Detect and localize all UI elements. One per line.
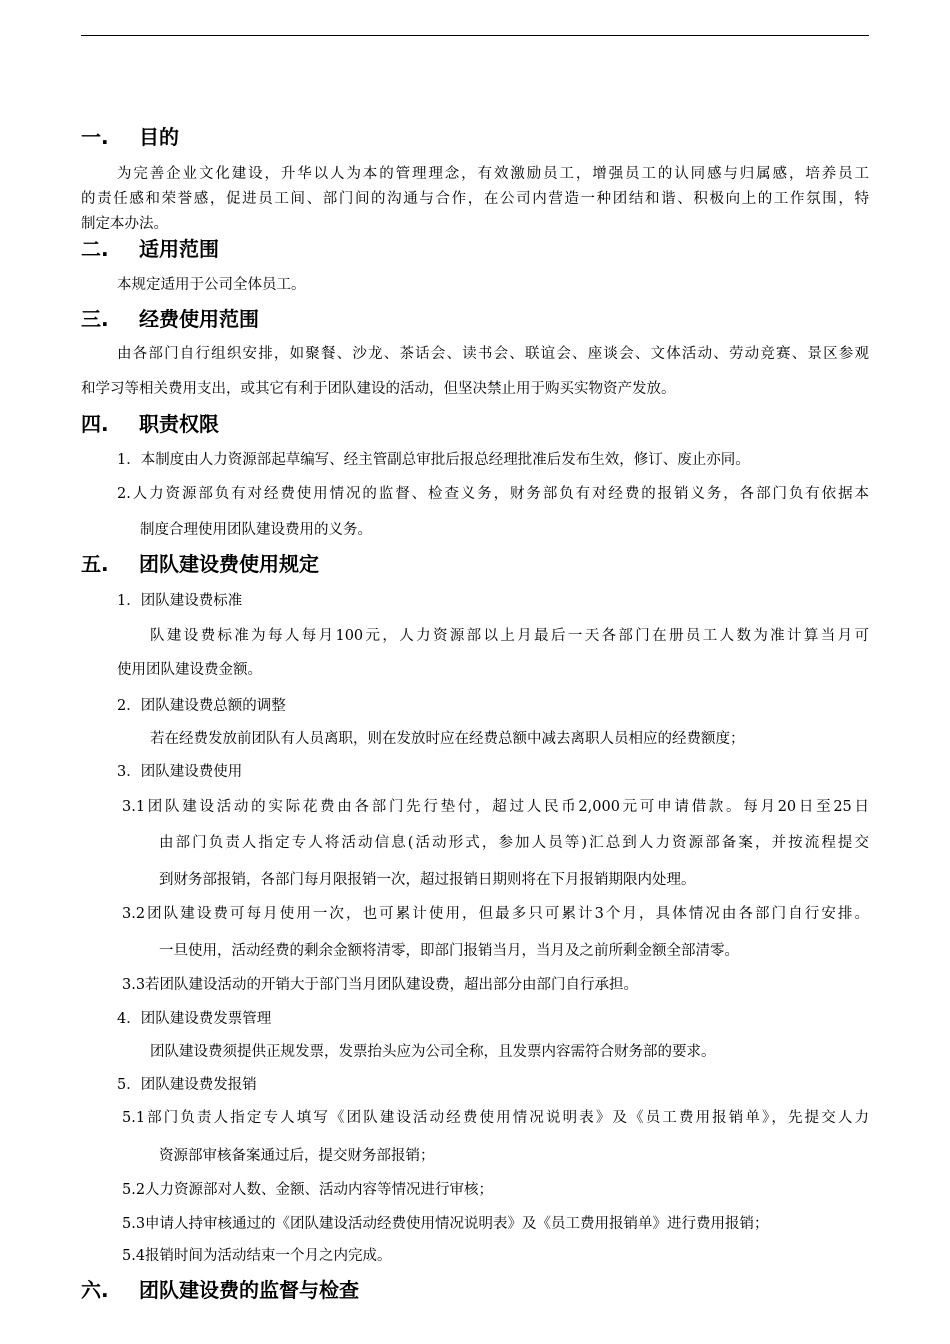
- purpose-line-1: 为完善企业文化建设，升华以人为本的管理理念，有效激励员工，增强员工的认同感与归属感，培养员工: [117, 166, 869, 182]
- section-number: 六.: [81, 1278, 109, 1302]
- rule-5-2: 5.2人力资源部对人数、金额、活动内容等情况进行审核；: [122, 1182, 494, 1198]
- rule-3-2-line-1: 3.2团队建设费可每月使用一次，也可累计使用，但最多只可累计3个月，具体情况由各部门自行安排。: [122, 906, 869, 922]
- purpose-line-3: 制定本办法。: [81, 216, 168, 232]
- rule-5-4: 5.4报销时间为活动结束一个月之内完成。: [122, 1248, 392, 1264]
- rule-3-1-line-3: 到财务部报销，各部门每月限报销一次，超过报销日期则将在下月报销期限内处理。: [159, 872, 696, 888]
- rule-1-text-line-2: 使用团队建设费金额。: [117, 662, 262, 678]
- section-title: 适用范围: [139, 237, 219, 261]
- rule-4-text: 团队建设费须提供正规发票，发票抬头应为公司全称，且发票内容需符合财务部的要求。: [150, 1044, 716, 1060]
- header-rule: [81, 35, 869, 36]
- section-number: 三.: [81, 307, 109, 331]
- rule-3-2-line-2: 一旦使用，活动经费的剩余金额将清零，即部门报销当月，当月及之前所剩金额全部清零。: [159, 943, 739, 959]
- rule-5-title: 5．团队建设费发报销: [117, 1077, 257, 1093]
- section-heading-6: [81, 1277, 359, 1303]
- section-heading-3: [81, 306, 259, 332]
- section-number: 四.: [81, 412, 109, 436]
- usage-line-2: 和学习等相关费用支出，或其它有利于团队建设的活动，但坚决禁止用于购买实物资产发放。: [81, 381, 676, 397]
- section-title: 职责权限: [139, 412, 219, 436]
- rule-5-1-line-2: 资源部审核备案通过后，提交财务部报销；: [159, 1148, 435, 1164]
- section-heading-1: [81, 124, 179, 150]
- rule-2-title: 2．团队建设费总额的调整: [117, 698, 286, 714]
- duty-2-line-1: 2.人力资源部负有对经费使用情况的监督、检查义务，财务部负有对经费的报销义务，各部门负有依据本: [117, 486, 869, 502]
- rule-1-title: 1．团队建设费标准: [117, 593, 243, 609]
- rule-3-3: 3.3若团队建设活动的开销大于部门当月团队建设费，超出部分由部门自行承担。: [122, 977, 639, 993]
- section-heading-2: [81, 236, 219, 262]
- section-number: 二.: [81, 237, 109, 261]
- rule-5-1-line-1: 5.1部门负责人指定专人填写《团队建设活动经费使用情况说明表》及《员工费用报销单》，先提交人力: [122, 1110, 869, 1126]
- section-number: 五.: [81, 552, 109, 576]
- rule-5-3: 5.3申请人持审核通过的《团队建设活动经费使用情况说明表》及《员工费用报销单》进行费用报销；: [122, 1216, 769, 1232]
- section-title: 团队建设费使用规定: [139, 552, 319, 576]
- purpose-line-2: 的责任感和荣誉感，促进员工间、部门间的沟通与合作，在公司内营造一种团结和谐、积极向上的工作氛围，特: [81, 191, 869, 207]
- section-heading-4: [81, 411, 219, 437]
- section-heading-5: [81, 551, 319, 577]
- section-number: 一.: [81, 125, 109, 149]
- duty-2-line-2: 制度合理使用团队建设费用的义务。: [140, 522, 372, 538]
- rule-3-1-line-1: 3.1团队建设活动的实际花费由各部门先行垫付，超过人民币2,000元可申请借款。每月20日至25日: [122, 799, 869, 815]
- section-title: 目的: [139, 125, 179, 149]
- scope-text: 本规定适用于公司全体员工。: [117, 277, 306, 293]
- section-title: 团队建设费的监督与检查: [139, 1278, 359, 1302]
- rule-2-text: 若在经费发放前团队有人员离职，则在发放时应在经费总额中减去离职人员相应的经费额度；: [150, 731, 745, 747]
- rule-4-title: 4．团队建设费发票管理: [117, 1011, 272, 1027]
- section-title: 经费使用范围: [139, 307, 259, 331]
- rule-3-title: 3．团队建设费使用: [117, 764, 243, 780]
- duty-1: 1．本制度由人力资源部起草编写、经主管副总审批后报总经理批准后发布生效，修订、废止亦同。: [117, 452, 750, 468]
- rule-3-1-line-2: 由部门负责人指定专人将活动信息(活动形式，参加人员等)汇总到人力资源部备案，并按流程提交: [159, 835, 869, 851]
- rule-1-text-line-1: 队建设费标准为每人每月100元，人力资源部以上月最后一天各部门在册员工人数为准计算当月可: [150, 628, 869, 644]
- usage-line-1: 由各部门自行组织安排，如聚餐、沙龙、茶话会、读书会、联谊会、座谈会、文体活动、劳动竞赛、景区参观: [117, 346, 869, 362]
